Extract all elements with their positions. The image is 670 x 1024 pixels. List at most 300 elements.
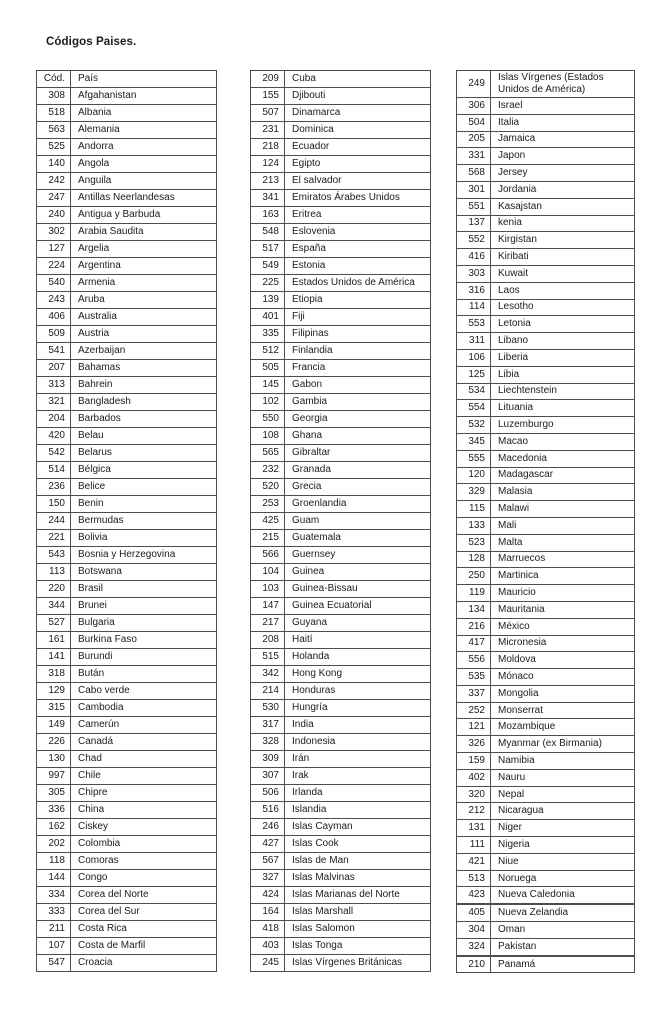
table-row (37, 921, 217, 938)
country-name-cell: Nueva Caledonia (491, 887, 635, 904)
country-code-cell: 527 (37, 615, 71, 632)
country-name-cell: Japon (491, 148, 635, 165)
country-name-cell: Mali (491, 517, 635, 534)
country-code-cell: 555 (457, 450, 491, 467)
table-row (37, 224, 217, 241)
country-name-cell: Bosnia y Herzegovina (71, 547, 217, 564)
country-name-cell: Bután (71, 666, 217, 683)
country-code-cell: 518 (37, 105, 71, 122)
table-row (37, 139, 217, 156)
country-code-cell: 329 (457, 484, 491, 501)
country-name-cell: Hungría (285, 700, 431, 717)
table-row (37, 955, 217, 972)
country-code-cell: 102 (251, 394, 285, 411)
table-row (251, 275, 431, 292)
country-code-cell: 139 (251, 292, 285, 309)
table-row (457, 400, 635, 417)
table-row (251, 836, 431, 853)
country-code-cell: 124 (251, 156, 285, 173)
table-row (251, 88, 431, 105)
country-name-cell: China (71, 802, 217, 819)
country-code-cell: 250 (457, 568, 491, 585)
country-code-cell: 246 (251, 819, 285, 836)
country-name-cell: Martinica (491, 568, 635, 585)
table-row (251, 785, 431, 802)
table-row (457, 601, 635, 618)
country-code-cell: 133 (457, 517, 491, 534)
table-row (457, 956, 635, 973)
country-name-cell: Jordania (491, 181, 635, 198)
table-row (457, 922, 635, 939)
country-name-cell: Monserrat (491, 702, 635, 719)
country-code-cell: 421 (457, 853, 491, 870)
country-name-cell: Namibia (491, 753, 635, 770)
country-name-cell: Libano (491, 333, 635, 350)
country-name-cell: Pakistan (491, 938, 635, 955)
country-name-cell: Mozambique (491, 719, 635, 736)
country-code-cell: 417 (457, 635, 491, 652)
country-code-cell: 106 (457, 349, 491, 366)
table-row (37, 122, 217, 139)
country-name-cell: Irán (285, 751, 431, 768)
country-name-cell: Dinamarca (285, 105, 431, 122)
country-code-cell: 535 (457, 669, 491, 686)
table-row (37, 394, 217, 411)
country-code-cell: 218 (251, 139, 285, 156)
country-code-cell: 226 (37, 734, 71, 751)
country-name-cell: Mauritania (491, 601, 635, 618)
country-code-cell: 335 (251, 326, 285, 343)
country-code-cell: 204 (37, 411, 71, 428)
table-row (251, 479, 431, 496)
country-code-cell: 308 (37, 88, 71, 105)
country-name-cell: Guatemala (285, 530, 431, 547)
country-name-cell: Irlanda (285, 785, 431, 802)
table-row (251, 632, 431, 649)
country-code-cell: 125 (457, 366, 491, 383)
table-row (457, 71, 635, 98)
country-name-cell: Etiopia (285, 292, 431, 309)
table-row (457, 249, 635, 266)
table-row (457, 820, 635, 837)
country-name-cell: Australia (71, 309, 217, 326)
table-row (251, 445, 431, 462)
country-code-cell: 344 (37, 598, 71, 615)
table-row (457, 719, 635, 736)
country-code-cell: 556 (457, 652, 491, 669)
country-name-cell: Belice (71, 479, 217, 496)
country-code-cell: 551 (457, 198, 491, 215)
table-row (457, 652, 635, 669)
country-code-cell: 232 (251, 462, 285, 479)
country-name-cell: El salvador (285, 173, 431, 190)
country-name-cell: Ciskey (71, 819, 217, 836)
table-row (457, 938, 635, 955)
country-name-cell: Armenia (71, 275, 217, 292)
country-name-cell: Azerbaijan (71, 343, 217, 360)
table-row (251, 105, 431, 122)
country-name-cell: Egipto (285, 156, 431, 173)
table-row (37, 564, 217, 581)
country-code-cell: 120 (457, 467, 491, 484)
country-code-cell: 530 (251, 700, 285, 717)
country-code-cell: 225 (251, 275, 285, 292)
country-code-cell: 540 (37, 275, 71, 292)
country-name-cell: Marruecos (491, 551, 635, 568)
country-name-cell: Austria (71, 326, 217, 343)
country-code-cell: 334 (37, 887, 71, 904)
table-row (251, 768, 431, 785)
country-name-cell: Nicaragua (491, 803, 635, 820)
country-name-cell: Gibraltar (285, 445, 431, 462)
country-name-cell: Estonia (285, 258, 431, 275)
table-row (251, 530, 431, 547)
country-code-cell: 541 (37, 343, 71, 360)
country-code-cell: 220 (37, 581, 71, 598)
table-row (457, 484, 635, 501)
country-code-cell: 534 (457, 383, 491, 400)
table-row (251, 564, 431, 581)
table-row (457, 904, 635, 921)
table-row (37, 717, 217, 734)
table-row (251, 292, 431, 309)
country-code-cell: 512 (251, 343, 285, 360)
table-row (37, 496, 217, 513)
country-name-cell: Costa Rica (71, 921, 217, 938)
table-row (37, 360, 217, 377)
table-row (457, 837, 635, 854)
country-code-cell: 301 (457, 181, 491, 198)
table-row (251, 428, 431, 445)
country-code-cell: 507 (251, 105, 285, 122)
country-name-cell: Georgia (285, 411, 431, 428)
table-row (251, 462, 431, 479)
code-column-header: Cód. (37, 71, 71, 88)
table-row (457, 383, 635, 400)
table-row (457, 551, 635, 568)
table-row (37, 207, 217, 224)
table-row (37, 105, 217, 122)
country-name-cell: Argelia (71, 241, 217, 258)
country-code-cell: 515 (251, 649, 285, 666)
country-name-cell: Kasajstan (491, 198, 635, 215)
country-code-cell: 416 (457, 249, 491, 266)
table-row (37, 513, 217, 530)
table-row (251, 700, 431, 717)
table-row (251, 921, 431, 938)
country-name-cell: Guernsey (285, 547, 431, 564)
country-codes-table-left (36, 70, 217, 972)
country-code-cell: 231 (251, 122, 285, 139)
table-row (37, 156, 217, 173)
country-code-cell: 140 (37, 156, 71, 173)
table-row (37, 836, 217, 853)
country-code-cell: 542 (37, 445, 71, 462)
country-name-cell: Holanda (285, 649, 431, 666)
country-name-cell: Mauricio (491, 585, 635, 602)
country-code-cell: 224 (37, 258, 71, 275)
country-code-cell: 159 (457, 753, 491, 770)
country-code-cell: 505 (251, 360, 285, 377)
country-name-cell: Madagascar (491, 467, 635, 484)
country-code-cell: 320 (457, 786, 491, 803)
country-code-cell: 111 (457, 837, 491, 854)
table-row (37, 700, 217, 717)
country-code-cell: 401 (251, 309, 285, 326)
country-code-cell: 552 (457, 232, 491, 249)
country-code-cell: 509 (37, 326, 71, 343)
country-code-cell: 543 (37, 547, 71, 564)
table-row (37, 887, 217, 904)
country-name-cell: Anguila (71, 173, 217, 190)
table-row (37, 598, 217, 615)
table-row (457, 316, 635, 333)
country-code-cell: 215 (251, 530, 285, 547)
table-row (251, 156, 431, 173)
table-row (37, 632, 217, 649)
country-code-cell: 144 (37, 870, 71, 887)
country-name-cell: Barbados (71, 411, 217, 428)
table-row (37, 819, 217, 836)
table-row (251, 666, 431, 683)
country-name-cell: Croacia (71, 955, 217, 972)
table-row (457, 98, 635, 115)
table-row (251, 360, 431, 377)
country-code-cell: 236 (37, 479, 71, 496)
table-header-row (37, 71, 217, 88)
country-name-cell: Moldova (491, 652, 635, 669)
table-row (457, 618, 635, 635)
country-name-cell: Emiratos Árabes Unidos (285, 190, 431, 207)
country-code-cell: 420 (37, 428, 71, 445)
country-name-cell: Lesotho (491, 299, 635, 316)
country-name-cell: Cuba (285, 71, 431, 88)
table-row (251, 802, 431, 819)
country-code-cell: 418 (251, 921, 285, 938)
country-name-cell: Niue (491, 853, 635, 870)
table-row (251, 258, 431, 275)
country-code-cell: 113 (37, 564, 71, 581)
table-row (251, 683, 431, 700)
country-code-cell: 213 (251, 173, 285, 190)
table-row (457, 333, 635, 350)
table-row (457, 232, 635, 249)
country-code-cell: 525 (37, 139, 71, 156)
country-name-cell: Lituania (491, 400, 635, 417)
country-name-cell: Islas Cook (285, 836, 431, 853)
country-name-cell: Israel (491, 98, 635, 115)
country-code-cell: 337 (457, 685, 491, 702)
table-row (457, 803, 635, 820)
country-code-cell: 317 (251, 717, 285, 734)
country-name-cell: Malta (491, 534, 635, 551)
country-name-cell: Corea del Sur (71, 904, 217, 921)
table-row (457, 501, 635, 518)
table-row (37, 938, 217, 955)
country-code-cell: 328 (251, 734, 285, 751)
country-name-cell: Granada (285, 462, 431, 479)
country-name-cell: Islas Cayman (285, 819, 431, 836)
country-name-cell: Angola (71, 156, 217, 173)
country-code-cell: 563 (37, 122, 71, 139)
country-name-cell: Mónaco (491, 669, 635, 686)
table-row (457, 215, 635, 232)
table-row (457, 366, 635, 383)
country-code-cell: 104 (251, 564, 285, 581)
table-row (457, 702, 635, 719)
table-row (457, 349, 635, 366)
table-row (251, 717, 431, 734)
country-code-cell: 307 (251, 768, 285, 785)
country-name-cell: Fiji (285, 309, 431, 326)
country-name-cell: Malawi (491, 501, 635, 518)
country-name-cell: Bahrein (71, 377, 217, 394)
country-code-cell: 244 (37, 513, 71, 530)
country-code-cell: 997 (37, 768, 71, 785)
country-code-cell: 566 (251, 547, 285, 564)
country-name-cell: Congo (71, 870, 217, 887)
country-code-cell: 150 (37, 496, 71, 513)
country-name-cell: Nigeria (491, 837, 635, 854)
country-name-cell: Cabo verde (71, 683, 217, 700)
table-row (37, 870, 217, 887)
country-code-cell: 306 (457, 98, 491, 115)
country-code-cell: 134 (457, 601, 491, 618)
country-name-cell: Islas Marshall (285, 904, 431, 921)
table-row (37, 751, 217, 768)
country-name-cell: Eritrea (285, 207, 431, 224)
table-row (457, 165, 635, 182)
country-name-cell: Guinea-Bissau (285, 581, 431, 598)
table-row (251, 734, 431, 751)
table-row (37, 615, 217, 632)
table-row (37, 292, 217, 309)
country-code-cell: 245 (251, 955, 285, 972)
country-code-cell: 425 (251, 513, 285, 530)
country-name-cell: Francia (285, 360, 431, 377)
country-name-cell: Laos (491, 282, 635, 299)
country-name-cell: Luzemburgo (491, 417, 635, 434)
table-row (457, 887, 635, 904)
country-name-cell: Jersey (491, 165, 635, 182)
table-row (251, 547, 431, 564)
country-name-cell: kenia (491, 215, 635, 232)
country-code-cell: 302 (37, 224, 71, 241)
country-name-cell: Filipinas (285, 326, 431, 343)
table-row (37, 309, 217, 326)
country-code-cell: 520 (251, 479, 285, 496)
country-name-cell: Islas Salomon (285, 921, 431, 938)
country-code-cell: 211 (37, 921, 71, 938)
table-row (457, 769, 635, 786)
table-row (251, 581, 431, 598)
country-name-cell: Aruba (71, 292, 217, 309)
country-code-cell: 304 (457, 922, 491, 939)
country-code-cell: 342 (251, 666, 285, 683)
country-code-cell: 163 (251, 207, 285, 224)
table-row (37, 904, 217, 921)
country-code-cell: 517 (251, 241, 285, 258)
country-name-cell: Bélgica (71, 462, 217, 479)
country-name-cell: Groenlandia (285, 496, 431, 513)
table-row (457, 870, 635, 887)
table-row (37, 343, 217, 360)
country-code-cell: 147 (251, 598, 285, 615)
country-code-cell: 547 (37, 955, 71, 972)
country-code-cell: 568 (457, 165, 491, 182)
country-code-cell: 214 (251, 683, 285, 700)
country-name-cell: Belarus (71, 445, 217, 462)
table-row (37, 462, 217, 479)
country-code-cell: 240 (37, 207, 71, 224)
country-name-cell: Malasia (491, 484, 635, 501)
country-code-cell: 242 (37, 173, 71, 190)
country-name-cell: Bulgaria (71, 615, 217, 632)
table-row (37, 649, 217, 666)
country-name-cell: Irak (285, 768, 431, 785)
table-row (37, 428, 217, 445)
country-name-cell: Belau (71, 428, 217, 445)
country-code-cell: 333 (37, 904, 71, 921)
table-row (457, 534, 635, 551)
country-name-cell: Burkina Faso (71, 632, 217, 649)
country-code-cell: 504 (457, 114, 491, 131)
country-code-cell: 554 (457, 400, 491, 417)
country-code-cell: 553 (457, 316, 491, 333)
country-code-cell: 506 (251, 785, 285, 802)
country-code-cell: 103 (251, 581, 285, 598)
country-name-cell: Benin (71, 496, 217, 513)
table-row (457, 635, 635, 652)
table-row (457, 753, 635, 770)
country-code-cell: 311 (457, 333, 491, 350)
country-code-cell: 424 (251, 887, 285, 904)
country-code-cell: 162 (37, 819, 71, 836)
country-code-cell: 331 (457, 148, 491, 165)
table-row (37, 479, 217, 496)
country-name-cell: Micronesia (491, 635, 635, 652)
country-name-cell: Kirgistan (491, 232, 635, 249)
table-row (251, 819, 431, 836)
table-row (251, 615, 431, 632)
country-code-cell: 119 (457, 585, 491, 602)
country-name-cell: Guinea (285, 564, 431, 581)
table-row (251, 496, 431, 513)
country-name-cell: Panamá (491, 956, 635, 973)
table-row (457, 853, 635, 870)
table-row (457, 585, 635, 602)
table-row (251, 224, 431, 241)
table-row (457, 786, 635, 803)
table-row (251, 241, 431, 258)
country-name-cell: Kiribati (491, 249, 635, 266)
country-name-cell: Afgahanistan (71, 88, 217, 105)
country-name-cell: Corea del Norte (71, 887, 217, 904)
table-row (37, 734, 217, 751)
table-row (251, 598, 431, 615)
table-row (37, 802, 217, 819)
country-code-cell: 217 (251, 615, 285, 632)
table-row (251, 190, 431, 207)
table-row (457, 433, 635, 450)
country-name-cell: Estados Unidos de América (285, 275, 431, 292)
country-name-cell: Gambia (285, 394, 431, 411)
country-code-cell: 202 (37, 836, 71, 853)
country-name-cell: Macao (491, 433, 635, 450)
country-code-cell: 130 (37, 751, 71, 768)
country-name-cell: Hong Kong (285, 666, 431, 683)
table-row (37, 445, 217, 462)
